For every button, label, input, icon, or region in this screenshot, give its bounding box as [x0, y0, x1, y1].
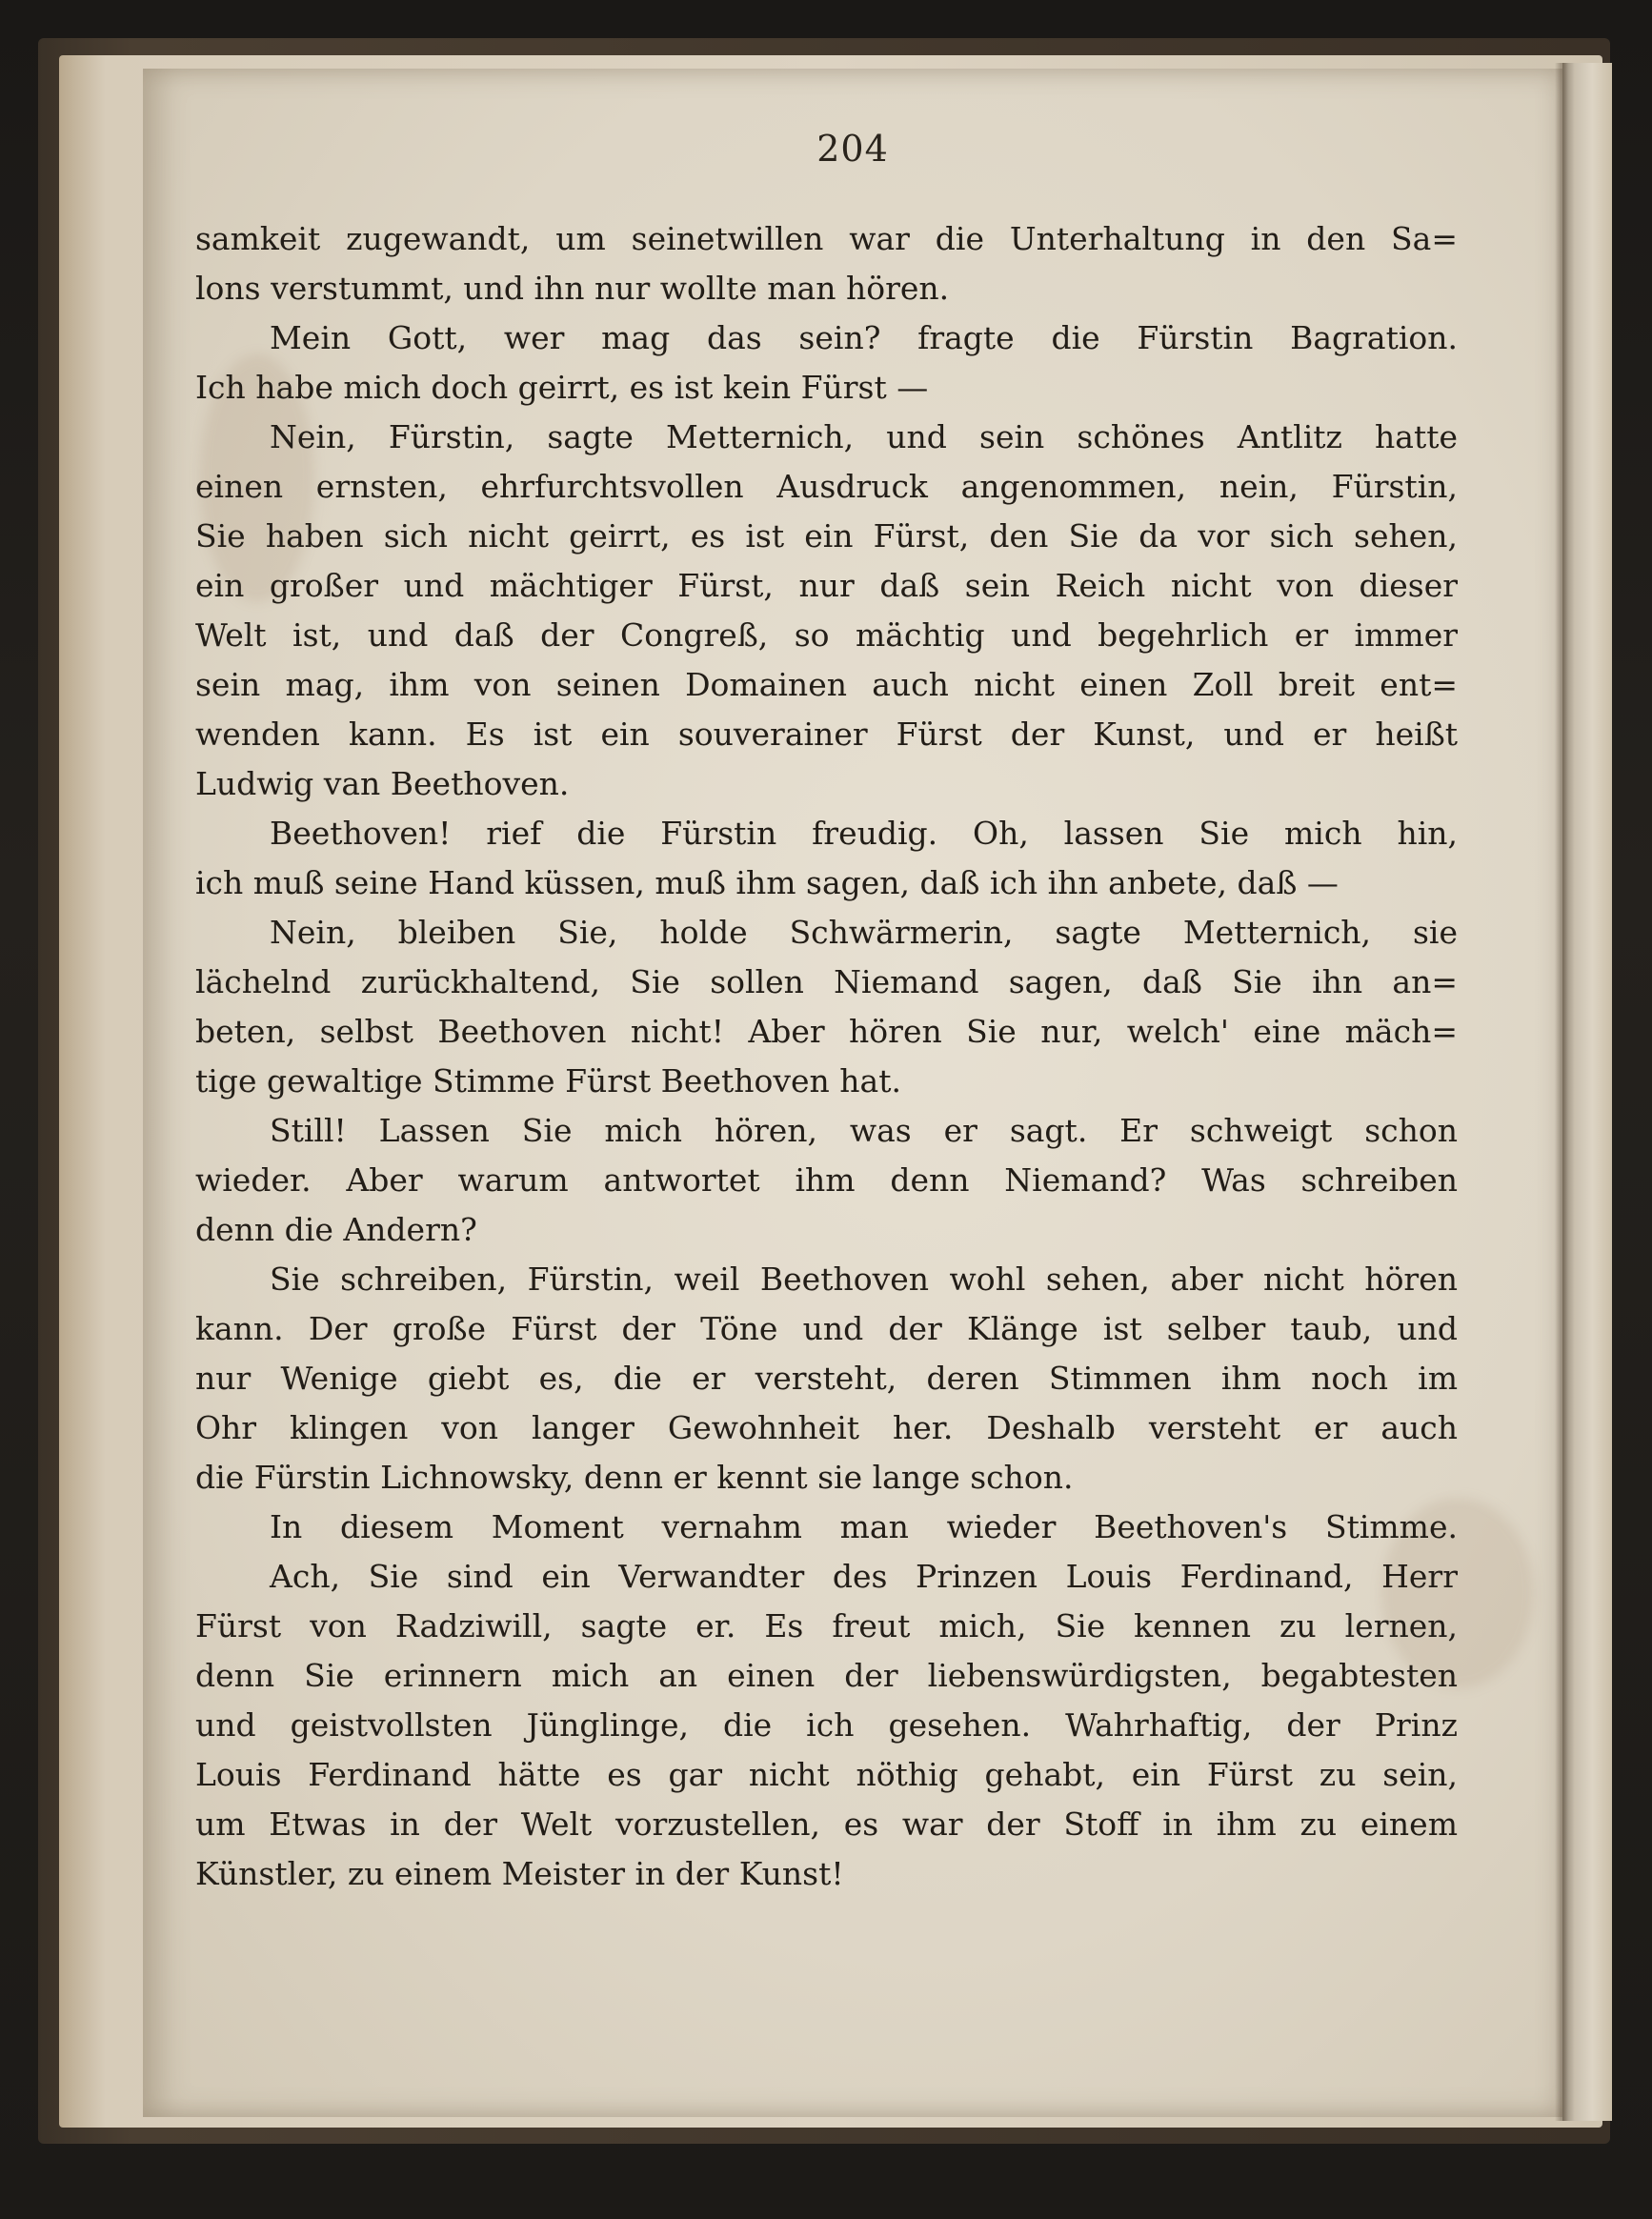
text-line: wenden kann. Es ist ein souverainer Fürst der Kunst, und er heißt	[195, 716, 1458, 753]
page-number: 204	[816, 128, 889, 170]
text-line: beten, selbst Beethoven nicht! Aber hören Sie nur, welch' eine mäch=	[195, 1013, 1458, 1050]
text-line: kann. Der große Fürst der Töne und der Klänge ist selber taub, und	[195, 1310, 1458, 1347]
text-line: tige gewaltige Stimme Fürst Beethoven hat.	[195, 1062, 901, 1099]
text-line: Nein, Fürstin, sagte Metternich, und sein schönes Antlitz hatte	[270, 418, 1458, 455]
body-text	[195, 214, 1458, 1899]
text-line: und geistvollsten Jünglinge, die ich gesehen. Wahrhaftig, der Prinz	[195, 1706, 1458, 1744]
text-line: denn Sie erinnern mich an einen der liebenswürdigsten, begabtesten	[195, 1657, 1458, 1694]
text-line: Welt ist, und daß der Congreß, so mächtig und begehrlich er immer	[195, 616, 1458, 654]
text-line: sein mag, ihm von seinen Domainen auch nicht einen Zoll breit ent=	[195, 666, 1458, 703]
text-line: ich muß seine Hand küssen, muß ihm sagen, daß ich ihn anbete, daß —	[195, 864, 1339, 901]
text-line: einen ernsten, ehrfurchtsvollen Ausdruck angenommen, nein, Fürstin,	[195, 468, 1458, 505]
text-line: Nein, bleiben Sie, holde Schwärmerin, sagte Metternich, sie	[270, 914, 1458, 951]
text-line: Fürst von Radziwill, sagte er. Es freut mich, Sie kennen zu lernen,	[195, 1607, 1458, 1644]
text-line: Still! Lassen Sie mich hören, was er sagt. Er schweigt schon	[270, 1112, 1458, 1149]
text-line: Ludwig van Beethoven.	[195, 765, 570, 802]
facing-page-edge	[1562, 63, 1612, 2121]
book-gutter	[1555, 63, 1568, 2121]
text-line: Künstler, zu einem Meister in der Kunst!	[195, 1855, 844, 1892]
text-line: die Fürstin Lichnowsky, denn er kennt sie lange schon.	[195, 1459, 1074, 1496]
text-line: Sie schreiben, Fürstin, weil Beethoven wohl sehen, aber nicht hören	[270, 1261, 1458, 1298]
text-line: Mein Gott, wer mag das sein? fragte die Fürstin Bagration.	[270, 319, 1458, 356]
text-line: ein großer und mächtiger Fürst, nur daß sein Reich nicht von dieser	[195, 567, 1458, 604]
text-line: lons verstummt, und ihn nur wollte man hören.	[195, 270, 950, 307]
text-line: Louis Ferdinand hätte es gar nicht nöthig gehabt, ein Fürst zu sein,	[195, 1756, 1458, 1793]
text-line: Sie haben sich nicht geirrt, es ist ein Fürst, den Sie da vor sich sehen,	[195, 517, 1458, 555]
text-line: In diesem Moment vernahm man wieder Beethoven's Stimme.	[270, 1508, 1458, 1545]
text-line: nur Wenige giebt es, die er versteht, deren Stimmen ihm noch im	[195, 1360, 1458, 1397]
text-line: Ich habe mich doch geirrt, es ist kein Fürst —	[195, 369, 929, 406]
text-line: lächelnd zurückhaltend, Sie sollen Niemand sagen, daß Sie ihn an=	[195, 963, 1458, 1000]
text-line: Beethoven! rief die Fürstin freudig. Oh, lassen Sie mich hin,	[270, 815, 1458, 852]
text-line: Ach, Sie sind ein Verwandter des Prinzen Louis Ferdinand, Herr	[270, 1558, 1458, 1595]
text-line: samkeit zugewandt, um seinetwillen war die Unterhaltung in den Sa=	[195, 220, 1458, 257]
text-line: um Etwas in der Welt vorzustellen, es war der Stoff in ihm zu einem	[195, 1805, 1458, 1843]
text-line: denn die Andern?	[195, 1211, 477, 1248]
text-line: Ohr klingen von langer Gewohnheit her. Deshalb versteht er auch	[195, 1409, 1458, 1446]
text-line: wieder. Aber warum antwortet ihm denn Niemand? Was schreiben	[195, 1161, 1458, 1199]
